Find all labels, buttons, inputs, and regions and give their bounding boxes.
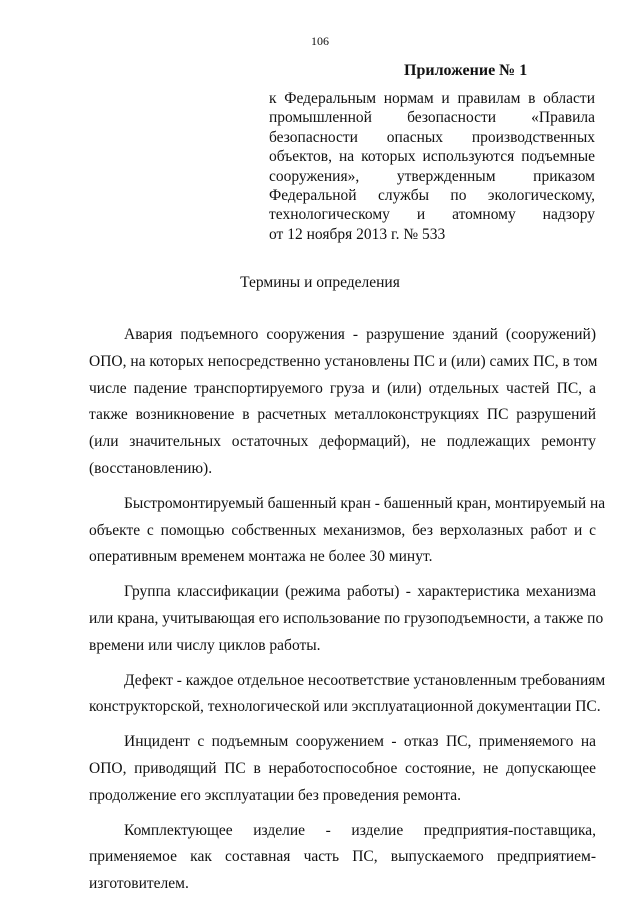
definition-gruppa-klassifikacii: [89, 579, 604, 659]
appendix-reference-line: Федеральной службы по экологическому,: [269, 186, 595, 204]
appendix-reference-line: от 12 ноября 2013 г. № 533: [269, 225, 446, 243]
paragraph-line: Группа классификации (режима работы) - характеристика механизма: [124, 583, 596, 601]
appendix-reference-line: безопасности опасных производственных: [269, 128, 595, 146]
paragraph-line: Авария подъемного сооружения - разрушение зданий (сооружений): [124, 326, 596, 343]
paragraph-line: Комплектующее изделие - изделие предприятия-поставщика,: [124, 821, 596, 839]
paragraph-line: Быстромонтируемый башенный кран - башенный кран, монтируемый на: [124, 494, 606, 512]
definition-defekt: [89, 668, 606, 722]
paragraph-line: оперативным временем монтажа не более 30 минут.: [89, 548, 433, 566]
paragraph-line: продолжение его эксплуатации без проведения ремонта.: [89, 786, 462, 804]
paragraph-line: объекте с помощью собственных механизмов, без верхолазных работ и с: [89, 521, 596, 539]
page-number: 106: [311, 34, 329, 48]
document-body: [89, 322, 606, 906]
definition-incident: [89, 729, 596, 809]
section-title: Термины и определения: [240, 274, 400, 291]
appendix-reference-line: сооружения», утвержденным приказом: [269, 167, 595, 185]
paragraph-line: или крана, учитывающая его использование по грузоподъемности, а также по: [89, 609, 604, 627]
paragraph-line: (или значительных остаточных деформаций), не подлежащих ремонту: [89, 433, 596, 451]
appendix-reference-line: технологическому и атомному надзору: [269, 206, 595, 224]
paragraph-line: Дефект - каждое отдельное несоответствие установленным требованиям: [124, 671, 606, 689]
appendix-reference-line: промышленной безопасности «Правила: [269, 109, 595, 127]
paragraph-line: (восстановлению).: [89, 459, 213, 477]
definition-komplektuyushchee-izdelie: [89, 818, 596, 898]
paragraph-line: ОПО, на которых непосредственно установлены ПС и (или) самих ПС, в том: [89, 352, 598, 370]
definition-avaria: [89, 322, 596, 483]
appendix-reference: [269, 89, 595, 244]
appendix-reference-line: объектов, на которых используются подъемные: [269, 148, 595, 166]
paragraph-line: числе падение транспортируемого груза и (или) отдельных частей ПС, а: [89, 379, 596, 397]
paragraph-line: применяемое как составная часть ПС, выпускаемого предприятием-: [89, 848, 596, 866]
appendix-reference-line: к Федеральным нормам и правилам в области: [269, 90, 595, 107]
paragraph-line: конструкторской, технологической или эксплуатационной документации ПС.: [89, 698, 601, 716]
paragraph-line: изготовителем.: [89, 875, 189, 893]
appendix-title: Приложение № 1: [404, 62, 528, 79]
paragraph-line: времени или числу циклов работы.: [89, 636, 321, 654]
paragraph-line: ОПО, приводящий ПС в неработоспособное состояние, не допускающее: [89, 759, 596, 777]
paragraph-line: Инцидент с подъемным сооружением - отказ ПС, применяемого на: [124, 733, 596, 751]
paragraph-line: также возникновение в расчетных металлоконструкциях ПС разрушений: [89, 406, 596, 424]
definition-bystromontiruemyj-kran: [89, 491, 606, 571]
